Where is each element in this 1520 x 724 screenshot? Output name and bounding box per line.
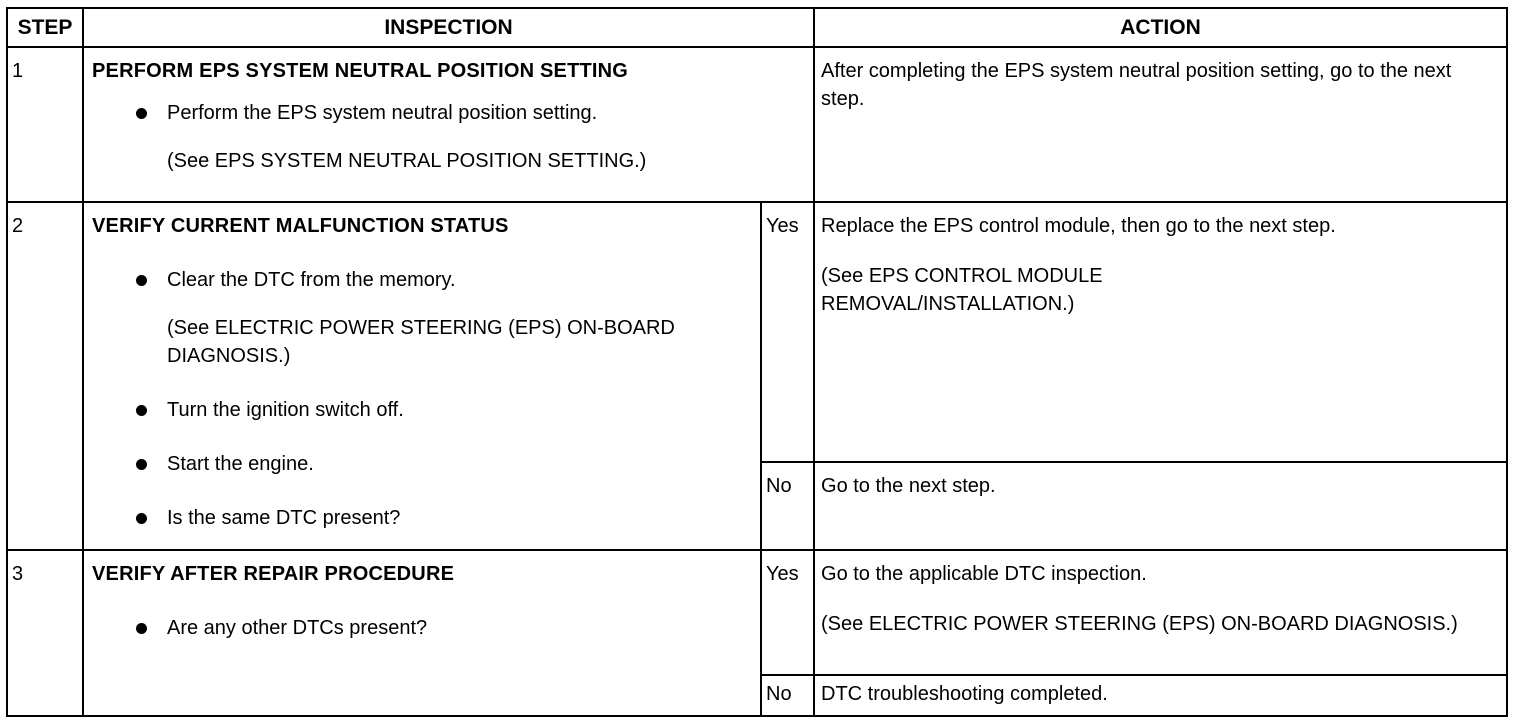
bullet-dot-icon <box>136 513 147 524</box>
step-3-yes-reference: (See ELECTRIC POWER STEERING (EPS) ON-BOARD DIAGNOSIS.) <box>821 613 1458 635</box>
troubleshooting-table <box>6 7 1508 717</box>
step-2-number: 2 <box>7 202 83 550</box>
step-1-bullet-1: Perform the EPS system neutral position setting. <box>92 99 805 127</box>
step-2-bullet-1: Clear the DTC from the memory. <box>92 266 752 294</box>
step-3-yes-row <box>7 550 1507 675</box>
step-1-action: After completing the EPS system neutral position setting, go to the next step. <box>814 47 1507 202</box>
step-2-bullet-2: Turn the ignition switch off. <box>92 396 752 424</box>
step-3-title: VERIFY AFTER REPAIR PROCEDURE <box>92 563 455 585</box>
step-2-yes-row <box>7 202 1507 462</box>
step-3-number: 3 <box>7 550 83 716</box>
step-1-title: PERFORM EPS SYSTEM NEUTRAL POSITION SETTING <box>92 60 629 82</box>
step-3-bullet-1: Are any other DTCs present? <box>92 614 752 642</box>
step-1-reference: (See EPS SYSTEM NEUTRAL POSITION SETTING.) <box>167 150 647 172</box>
bullet-dot-icon <box>136 405 147 416</box>
header-inspection: INSPECTION <box>83 8 814 47</box>
step-2-yes-text: Replace the EPS control module, then go to the next step. <box>821 215 1336 237</box>
step-1-number: 1 <box>7 47 83 202</box>
bullet-dot-icon <box>136 459 147 470</box>
step-3-no-label: No <box>761 675 814 716</box>
step-2-bullet-3: Start the engine. <box>92 450 752 478</box>
step-2-bullet-4: Is the same DTC present? <box>92 504 752 532</box>
header-action: ACTION <box>814 8 1507 47</box>
step-3-inspection <box>83 550 761 716</box>
bullet-dot-icon <box>136 108 147 119</box>
step-2-no-label: No <box>761 462 814 550</box>
step-1-inspection <box>83 47 814 202</box>
step-1-row <box>7 47 1507 202</box>
step-2-yes-action <box>814 202 1507 462</box>
header-row <box>7 8 1507 47</box>
step-3-no-action: DTC troubleshooting completed. <box>814 675 1507 716</box>
step-3-yes-action <box>814 550 1507 675</box>
step-2-inspection <box>83 202 761 550</box>
bullet-dot-icon <box>136 275 147 286</box>
step-2-yes-label: Yes <box>761 202 814 462</box>
step-3-yes-text: Go to the applicable DTC inspection. <box>821 563 1147 585</box>
header-step: STEP <box>7 8 83 47</box>
step-2-no-action: Go to the next step. <box>814 462 1507 550</box>
step-2-reference: (See ELECTRIC POWER STEERING (EPS) ON-BOARD DIAGNOSIS.) <box>167 317 675 367</box>
bullet-dot-icon <box>136 623 147 634</box>
step-3-yes-label: Yes <box>761 550 814 675</box>
step-2-title: VERIFY CURRENT MALFUNCTION STATUS <box>92 215 509 237</box>
step-2-yes-reference: (See EPS CONTROL MODULE REMOVAL/INSTALLATION.) <box>821 265 1103 315</box>
